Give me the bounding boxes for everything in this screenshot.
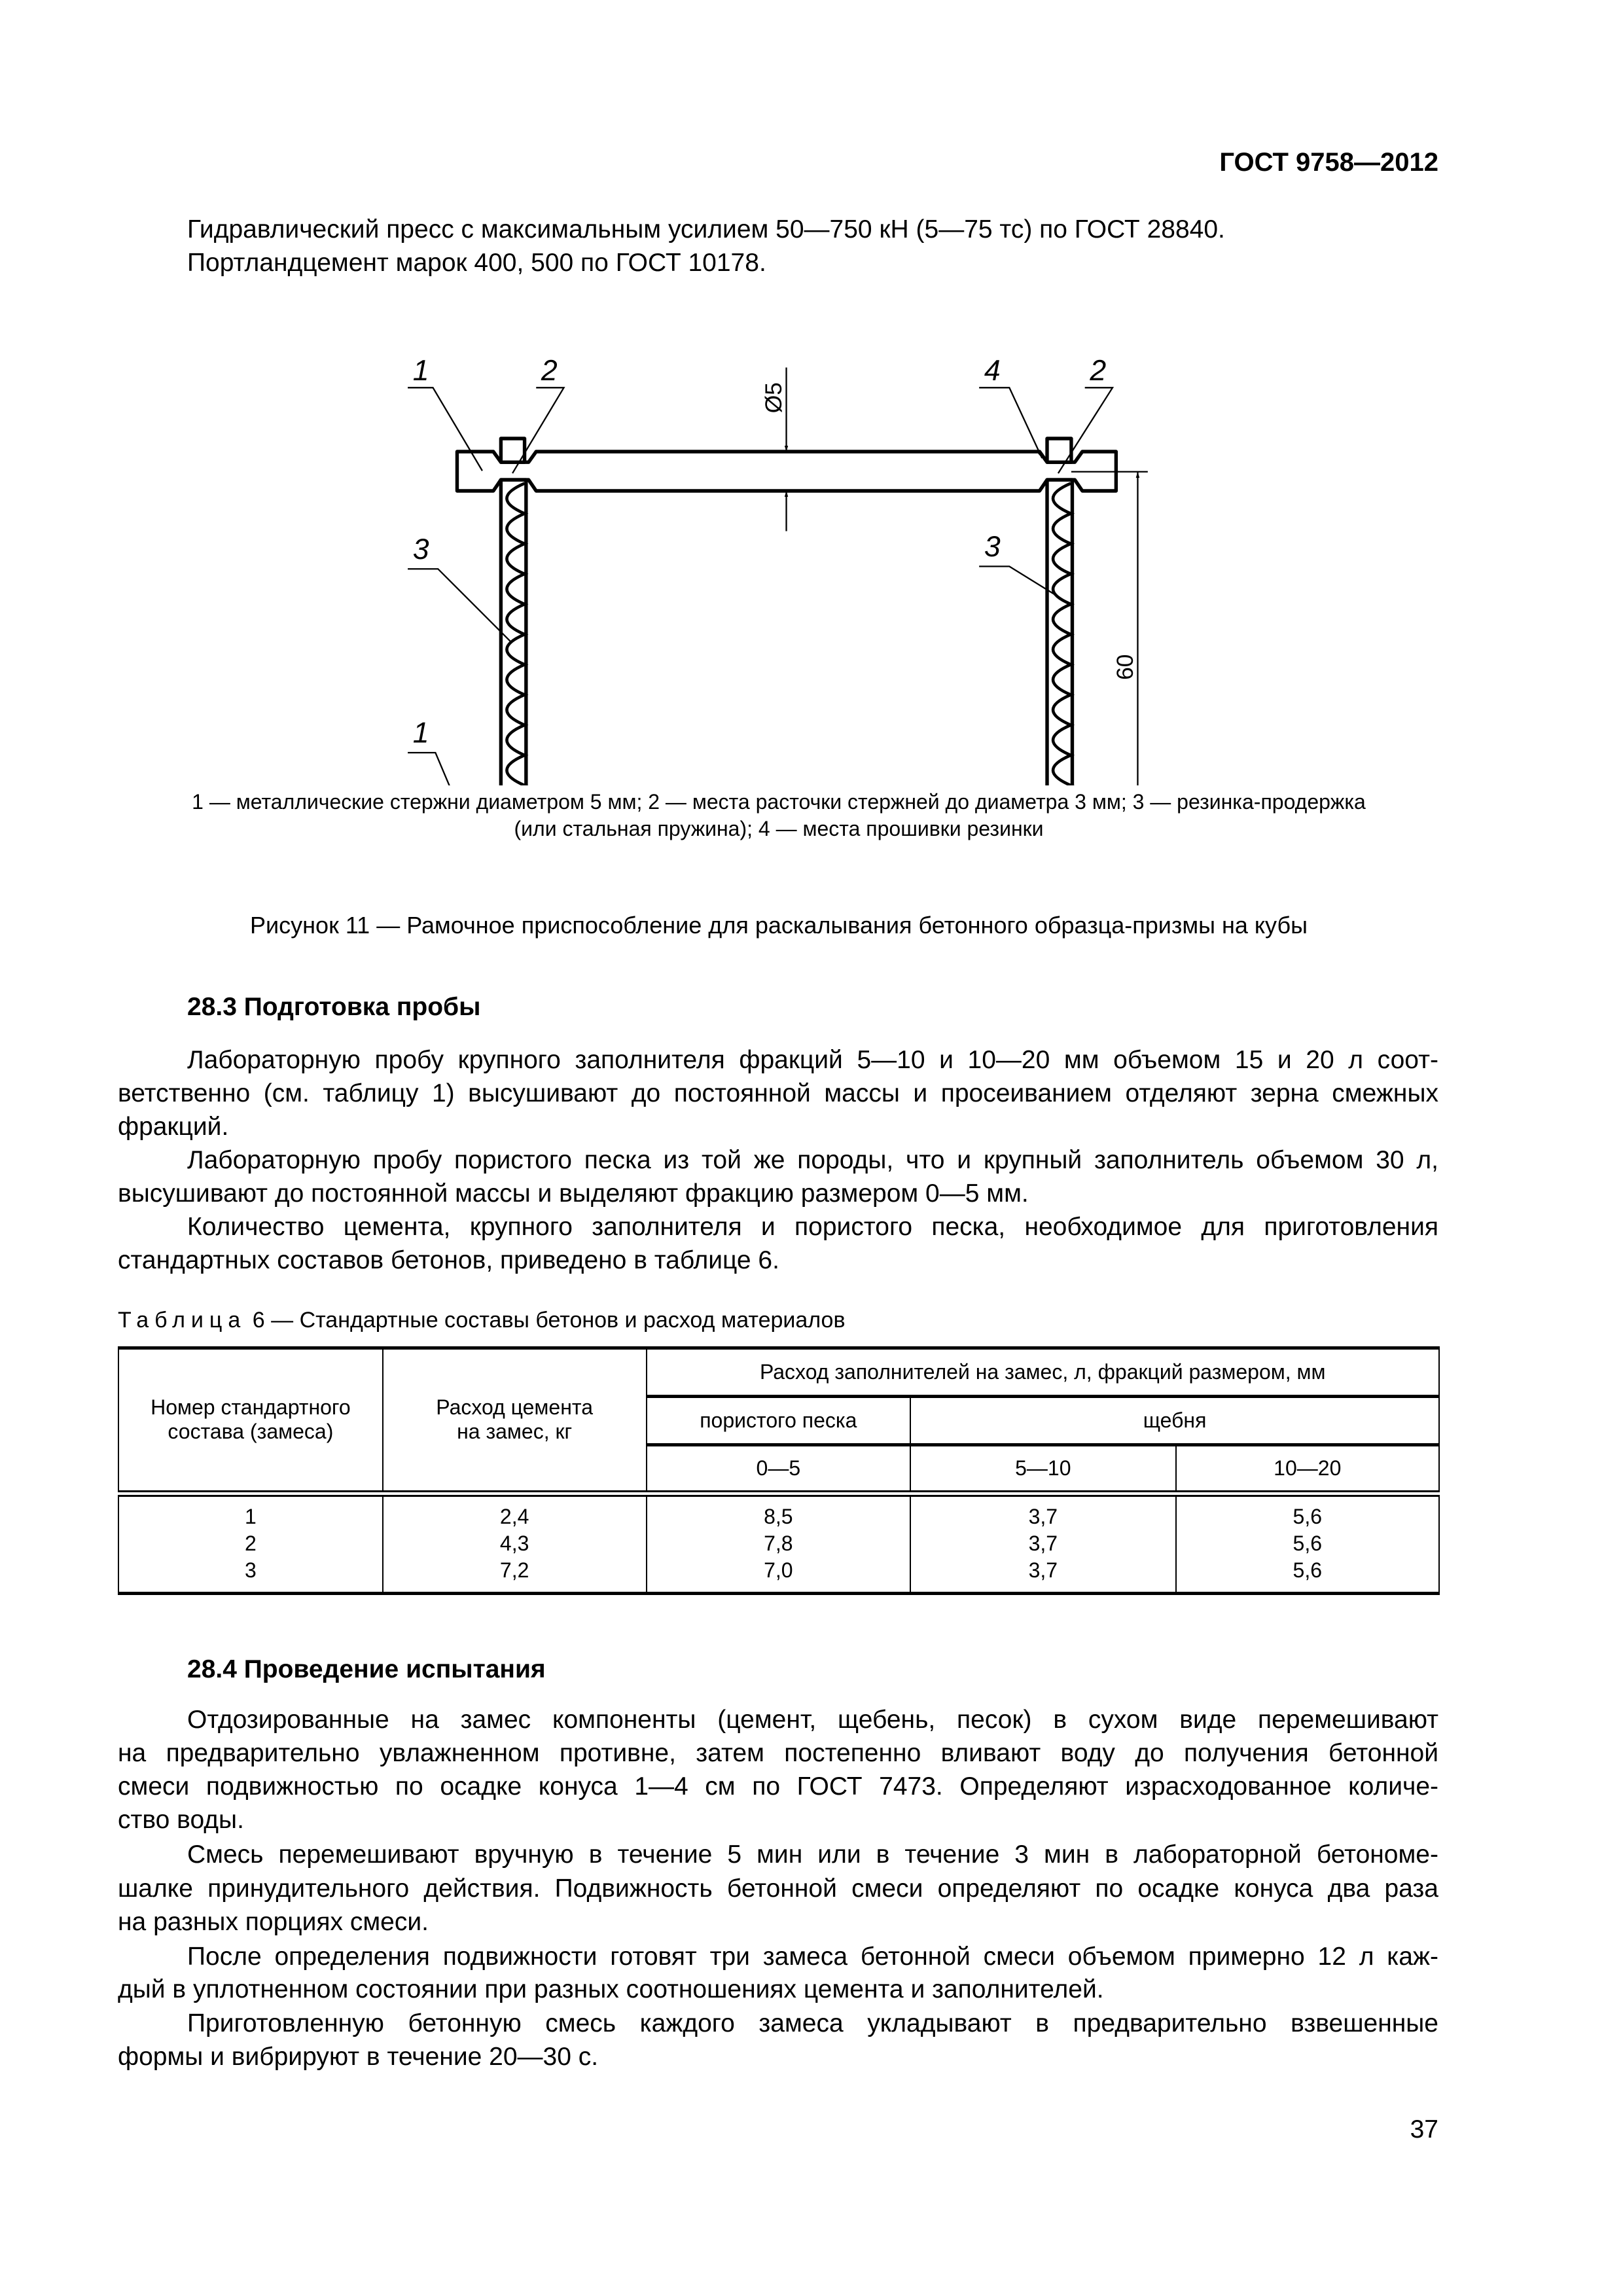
- paragraph-line: Отдозированные на замес компоненты (цемент, щебень, песок) в сухом виде перемешивают: [187, 1706, 1438, 1734]
- paragraph-line: шалке принудительного действия. Подвижность бетонной смеси определяют по осадке конуса два раза: [118, 1874, 1438, 1903]
- label-2: 2: [541, 354, 558, 387]
- paragraph-line: Лабораторную пробу пористого песка из той же породы, что и крупный заполнитель объемом 30 л,: [187, 1146, 1438, 1174]
- cell-value: 3,7: [1028, 1558, 1058, 1582]
- table-caption-text: 6 — Стандартные составы бетонов и расход материалов: [252, 1308, 846, 1333]
- label-1: 1: [412, 717, 429, 749]
- cell-value: 5,6: [1293, 1558, 1322, 1582]
- figure-legend: 1 — металлические стержни диаметром 5 мм; 2 — места расточки стержней до диаметра 3 мм; 3 — резинка-продержка: [192, 790, 1366, 814]
- label-1: 1: [412, 354, 429, 387]
- paragraph-line: Лабораторную пробу крупного заполнителя фракций 5—10 и 10—20 мм объемом 15 и 20 л соот-: [187, 1046, 1438, 1074]
- header-fraction: 5—10: [910, 1445, 1175, 1494]
- intro-line: Портландцемент марок 400, 500 по ГОСТ 10178.: [187, 249, 766, 277]
- paragraph-line: ство воды.: [118, 1806, 244, 1834]
- paragraph-line: высушивают до постоянной массы и выделяют фракцию размером 0—5 мм.: [118, 1179, 1029, 1208]
- intro-line: Гидравлический пресс с максимальным усилием 50—750 кН (5—75 тс) по ГОСТ 28840.: [187, 215, 1225, 243]
- table-caption: [118, 1308, 846, 1333]
- table-cell: [910, 1494, 1175, 1594]
- label-2: 2: [1090, 354, 1107, 387]
- cell-value: 7,0: [764, 1558, 793, 1582]
- paragraph-line: ветственно (см. таблицу 1) высушивают до постоянной массы и просеиванием отделяют зерна смежных: [118, 1079, 1438, 1107]
- cell-value: 1: [244, 1504, 257, 1528]
- paragraph-line: После определения подвижности готовят три замеса бетонной смеси объемом примерно 12 л каж-: [187, 1943, 1438, 1971]
- paragraph-line: на предварительно увлажненном противне, затем постепенно вливают воду до получения бетонной: [118, 1739, 1438, 1767]
- paragraph-line: на разных порциях смеси.: [118, 1908, 429, 1936]
- left-spring: [507, 483, 524, 785]
- cell-value: 4,3: [499, 1531, 529, 1555]
- paragraph-line: Приготовленную бетонную смесь каждого замеса укладывают в предварительно взвешенные: [187, 2009, 1438, 2037]
- header-aggregates: Расход заполнителей на замес, л, фракций размером, мм: [647, 1348, 1439, 1397]
- paragraph-line: дый в уплотненном состоянии при разных соотношениях цемента и заполнителей.: [118, 1975, 1104, 2003]
- table-caption-prefix: Таблица: [118, 1308, 247, 1333]
- header-composition-number: Номер стандартного состава (замеса): [118, 1348, 383, 1494]
- table-cell: [118, 1494, 383, 1594]
- cell-value: 5,6: [1293, 1504, 1322, 1528]
- cell-value: 3,7: [1028, 1504, 1058, 1528]
- paragraph-line: стандартных составов бетонов, приведено в таблице 6.: [118, 1246, 779, 1274]
- header-fraction: 10—20: [1176, 1445, 1439, 1494]
- dim-60: 60: [1112, 654, 1138, 680]
- header-gravel: щебня: [910, 1397, 1439, 1445]
- paragraph-line: формы и вибрируют в течение 20—30 с.: [118, 2043, 599, 2071]
- right-spring: [1053, 483, 1071, 785]
- header-sand: пористого песка: [647, 1397, 911, 1445]
- cell-value: 5,6: [1293, 1531, 1322, 1555]
- table-6: [118, 1346, 1440, 1595]
- document-code: ГОСТ 9758—2012: [1219, 148, 1438, 177]
- label-3: 3: [984, 531, 1001, 563]
- table-cell: [1176, 1494, 1439, 1594]
- paragraph-line: смеси подвижностью по осадке конуса 1—4 см по ГОСТ 7473. Определяют израсходованное количе-: [118, 1772, 1438, 1801]
- cell-value: 7,8: [764, 1531, 793, 1555]
- table-cell: [647, 1494, 911, 1594]
- header-cement: Расход цемента на замес, кг: [383, 1348, 647, 1494]
- cell-value: 2: [244, 1531, 257, 1555]
- dim-diameter: Ø5: [760, 382, 787, 414]
- figure-legend: (или стальная пружина); 4 — места прошивки резинки: [514, 817, 1044, 840]
- cell-value: 7,2: [499, 1558, 529, 1582]
- header-fraction: 0—5: [647, 1445, 911, 1494]
- cell-value: 2,4: [499, 1504, 529, 1528]
- paragraph-line: фракций.: [118, 1113, 229, 1141]
- frame-device-drawing: [393, 295, 1178, 785]
- section-heading: 28.3 Подготовка пробы: [187, 993, 481, 1021]
- paragraph-line: Смесь перемешивают вручную в течение 5 мин или в течение 3 мин в лабораторной бетономе-: [187, 1840, 1438, 1869]
- paragraph-line: Количество цемента, крупного заполнителя и пористого песка, необходимое для приготовления: [187, 1213, 1438, 1241]
- table-cell: [383, 1494, 647, 1594]
- cell-value: 8,5: [764, 1504, 793, 1528]
- label-3: 3: [412, 533, 429, 565]
- figure-title: Рисунок 11 — Рамочное приспособление для раскалывания бетонного образца-призмы на кубы: [250, 912, 1308, 939]
- label-4: 4: [984, 354, 1001, 387]
- section-heading: 28.4 Проведение испытания: [187, 1655, 546, 1683]
- top-rod: [457, 452, 1116, 491]
- page-number: 37: [1410, 2115, 1438, 2144]
- cell-value: 3,7: [1028, 1531, 1058, 1555]
- cell-value: 3: [244, 1558, 257, 1582]
